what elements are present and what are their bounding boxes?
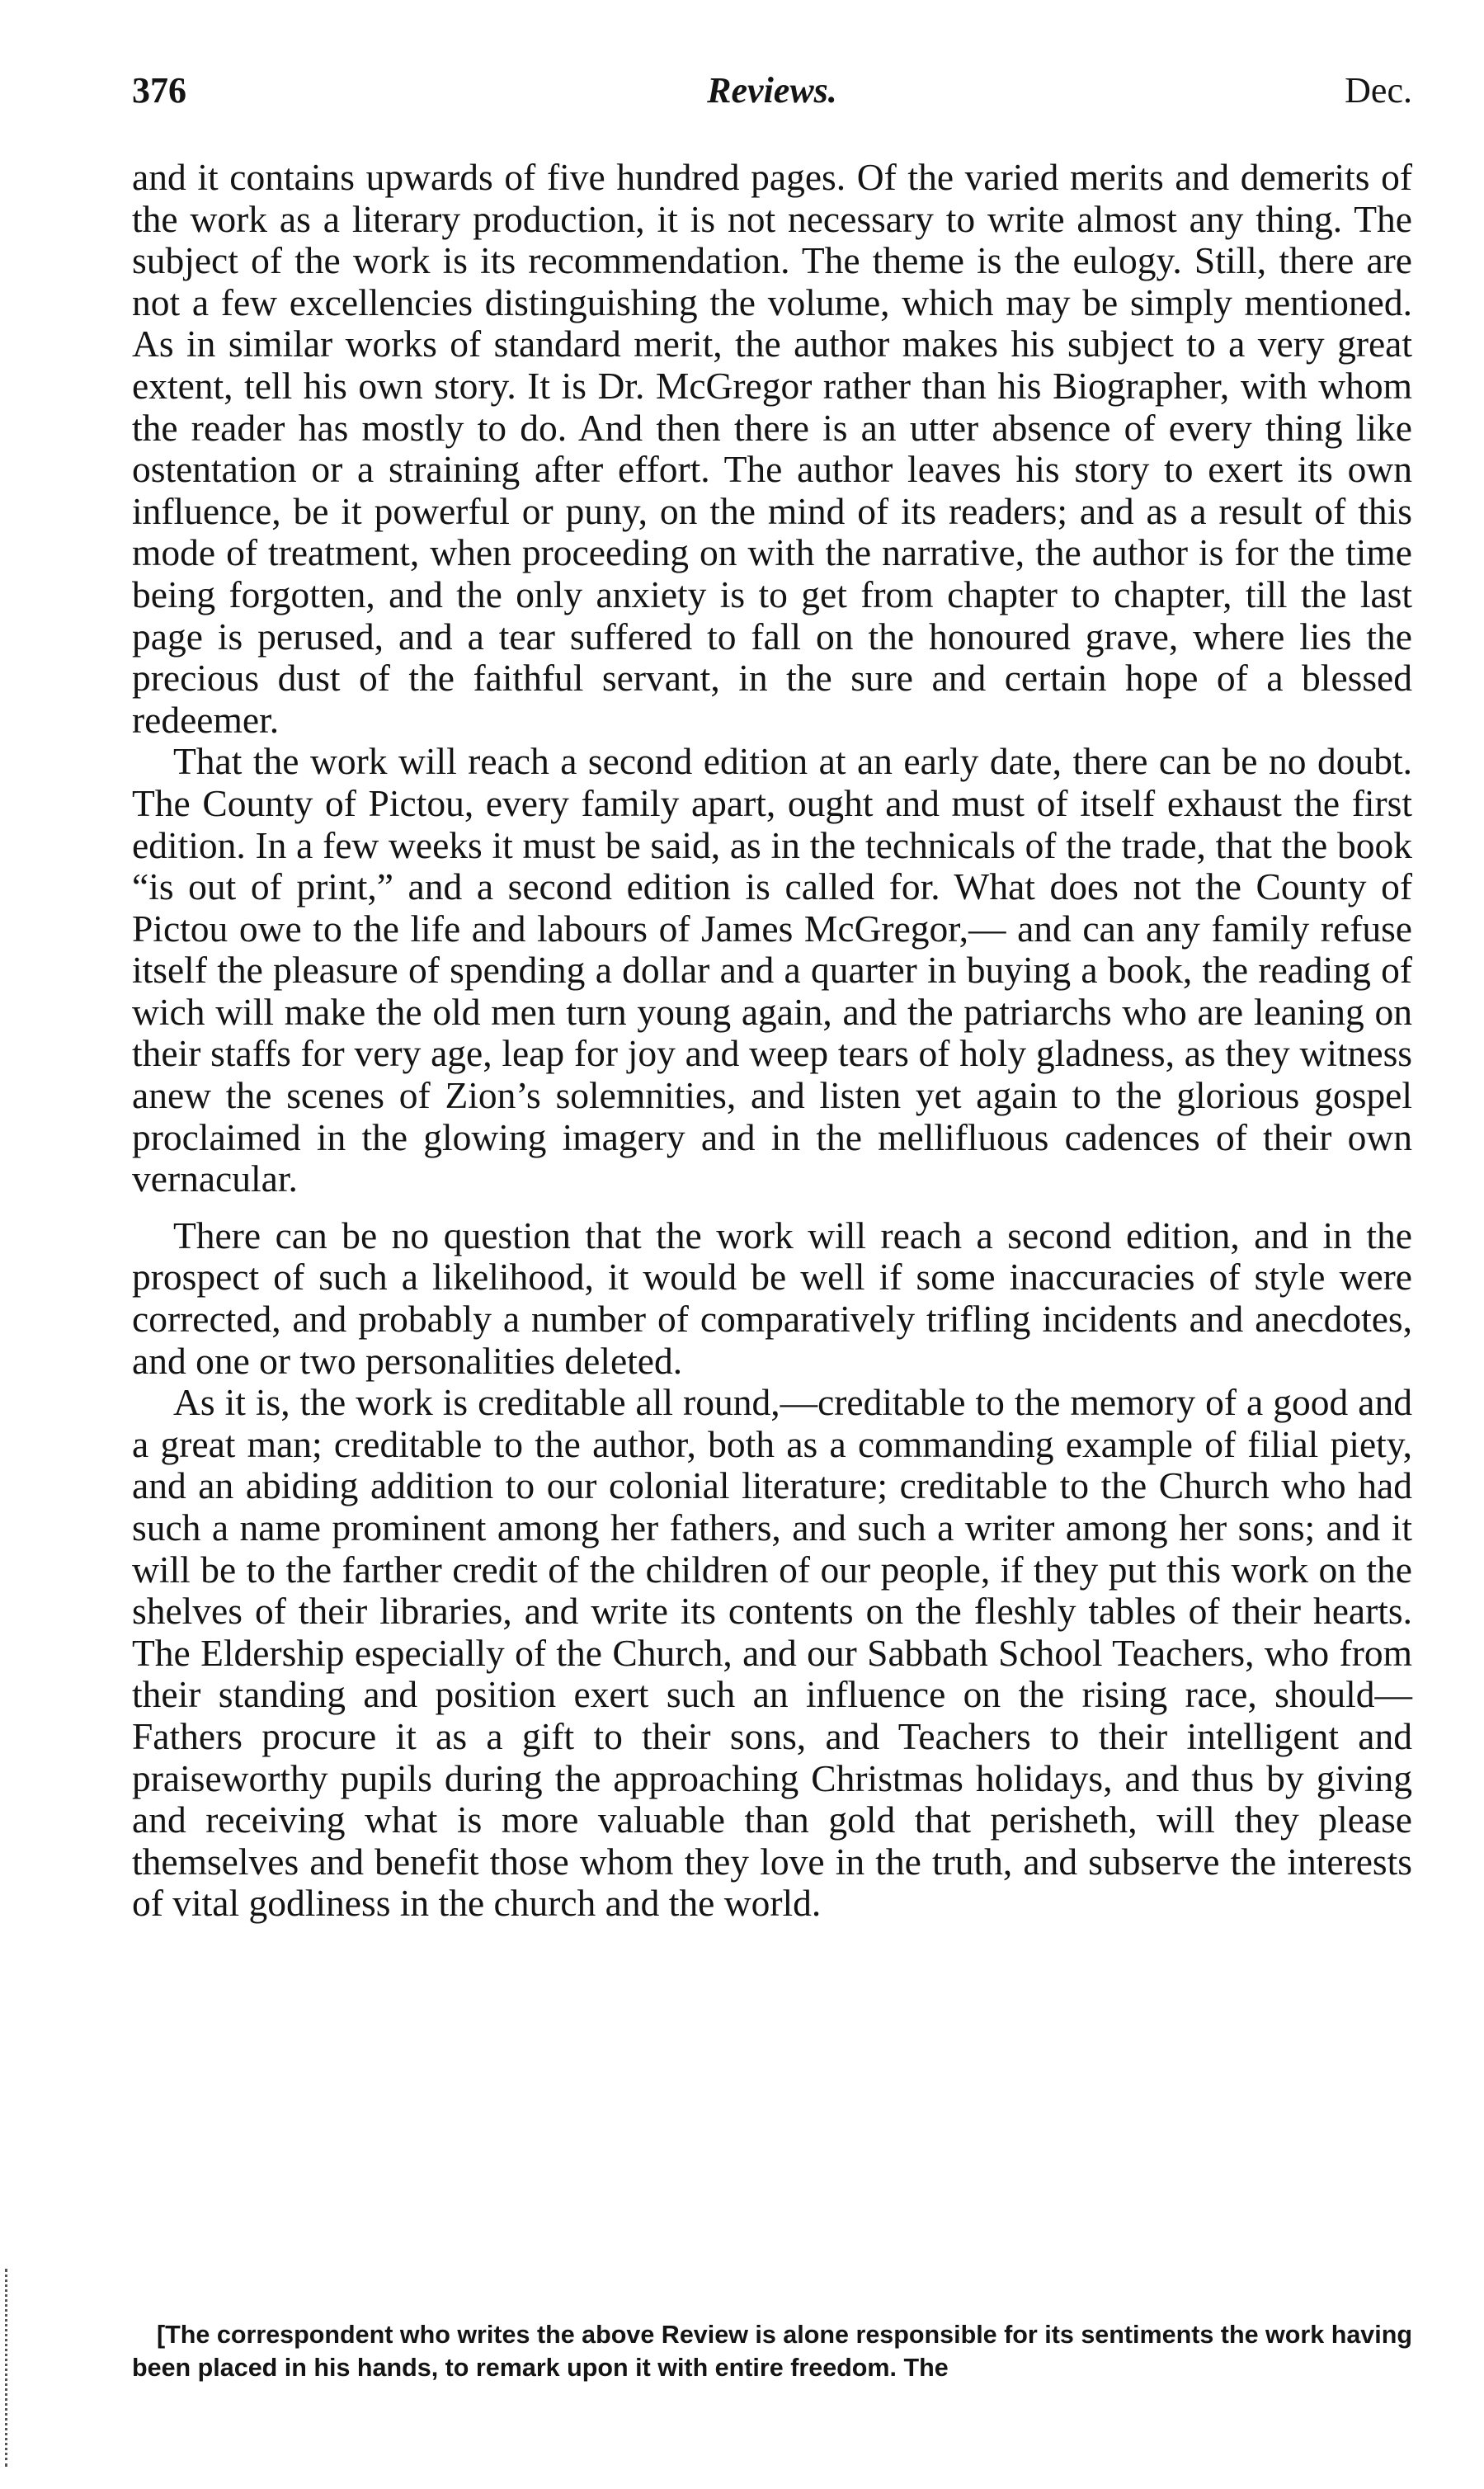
article-body xyxy=(132,157,1412,1925)
running-head xyxy=(132,69,1412,127)
footnote-text: [The correspondent who writes the above Review is alone responsible for its sentiments the work having been placed in his hands, to remark upon it with entire freedom. The xyxy=(132,2321,1412,2382)
scan-edge-marks xyxy=(5,2269,11,2467)
paragraph-inaccuracies: There can be no question that the work will reach a second edition, and in the prospect of such a likelihood, it would be well if some inaccuracies of style were corrected, and probably a number of comparatively trifling incidents and anecdotes, and one or two personalities deleted. xyxy=(132,1214,1412,1382)
paragraph-continuation: and it contains upwards of five hundred pages. Of the varied merits and demerits of the work as a literary production, it is not necessary to write almost any thing. The subject of the work is its recommendation. The theme is the eulogy. Still, there are not a few excellencies distinguishing the volume, which may be simply mentioned. As in similar works of standard merit, the author makes his subject to a very great extent, tell his own story. It is Dr. McGregor rather than his Biographer, with whom the reader has mostly to do. And then there is an utter absence of every thing like ostentation or a straining after effort. The author leaves his story to exert its own influence, be it powerful or puny, on the mind of its readers; and as a result of this mode of treatment, when proceeding on with the narrative, the author is for the time being forgotten, and the only anxiety is to get from chapter to chapter, till the last page is perused, and a tear suffered to fall on the honoured grave, where lies the precious dust of the faithful servant, in the sure and certain hope of a blessed redeemer. xyxy=(132,156,1412,741)
section-title: Reviews. xyxy=(707,70,837,111)
paragraph-creditable: As it is, the work is creditable all round,—creditable to the memory of a good and a great man; creditable to the author, both as a commanding example of filial piety, and an abiding addition to our colonial literature; creditable to the Church who had such a name prominent among her fathers, and such a writer among her sons; and it will be to the farther credit of the children of our people, if they put this work on the shelves of their libraries, and write its contents on the fleshly tables of their hearts. The Eldership especially of the Church, and our Sabbath School Teachers, who from their standing and position exert such an influence on the rising race, should—Fathers procure it as a gift to their sons, and Teachers to their intelligent and praiseworthy pupils during the approaching Christmas holidays, and thus by giving and receiving what is more valuable than gold that perisheth, will they please themselves and benefit those whom they love in the truth, and subserve the interests of vital godliness in the church and the world. xyxy=(132,1381,1412,1925)
paragraph-second-edition: That the work will reach a second edition at an early date, there can be no doubt. The County of Pictou, every family apart, ought and must of itself exhaust the first edition. In a few weeks it must be said, as in the technicals of the trade, that the book “is out of print,” and a second edition is called for. What does not the County of Pictou owe to the life and labours of James McGregor,— and can any family refuse itself the pleasure of spending a dollar and a quarter in buying a book, the reading of wich will make the old men turn young again, and the patriarchs who are leaning on their staffs for very age, leap for joy and weep tears of holy gladness, as they witness anew the scenes of Zion’s solemnities, and listen yet again to the glorious gospel proclaimed in the glowing imagery and in the mellifluous cadences of their own vernacular. xyxy=(132,740,1412,1200)
issue-month: Dec. xyxy=(1345,70,1412,111)
editorial-footnote xyxy=(132,2318,1412,2384)
page-number: 376 xyxy=(132,70,186,111)
